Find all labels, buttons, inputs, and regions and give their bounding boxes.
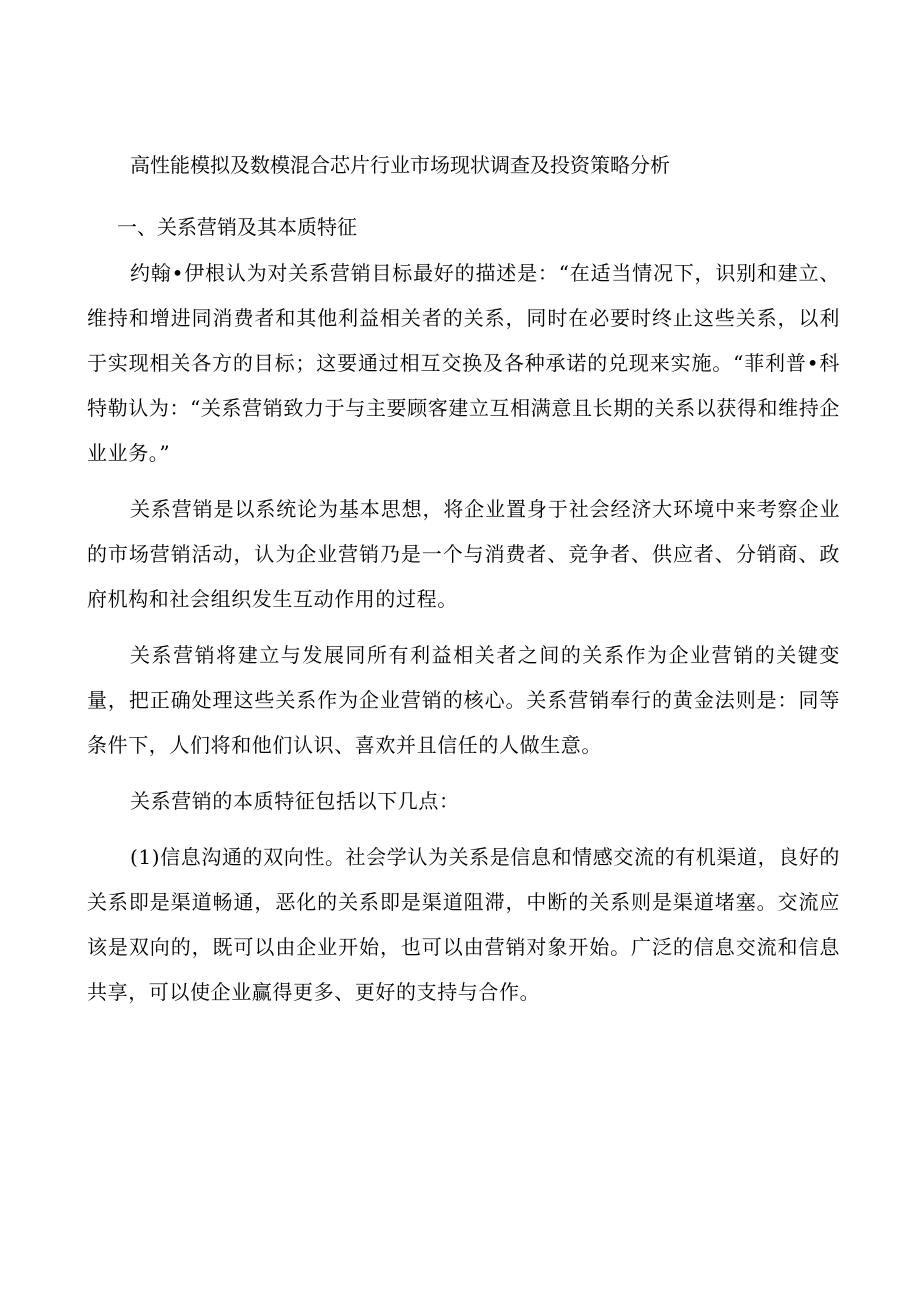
paragraph-system-theory: 关系营销是以系统论为基本思想，将企业置身于社会经济大环境中来考察企业的市场营销活动，认为企业营销乃是一个与消费者、竞争者、供应者、分销商、政府机构和社会组织发生互动作用的过程。 [87, 497, 840, 611]
paragraph-characteristics-intro: 关系营销的本质特征包括以下几点： [130, 789, 460, 813]
paragraph-two-way-communication: (1)信息沟通的双向性。社会学认为关系是信息和情感交流的有机渠道，良好的关系即是渠道畅通，恶化的关系即是渠道阻滞，中断的关系则是渠道堵塞。交流应该是双向的，既可以由企业开始，也可以由营销对象开始。广泛的信息交流和信息共享，可以使企业赢得更多、更好的支持与合作。 [87, 845, 840, 1004]
section-heading: 一、关系营销及其本质特征 [117, 215, 357, 239]
paragraph-key-variable: 关系营销将建立与发展同所有利益相关者之间的关系作为企业营销的关键变量，把正确处理这些关系作为企业营销的核心。关系营销奉行的黄金法则是：同等条件下，人们将和他们认识、喜欢并且信任的人做生意。 [87, 643, 840, 757]
document-title: 高性能模拟及数模混合芯片行业市场现状调查及投资策略分析 [130, 153, 670, 177]
paragraph-definition: 约翰•伊根认为对关系营销目标最好的描述是：“在适当情况下，识别和建立、维持和增进同消费者和其他利益相关者的关系，同时在必要时终止这些关系，以利于实现相关各方的目标；这要通过相互交换及各种承诺的兑现来实施。“菲利普•科特勒认为：“关系营销致力于与主要顾客建立互相满意且长期的关系以获得和维持企业业务。” [87, 261, 840, 465]
